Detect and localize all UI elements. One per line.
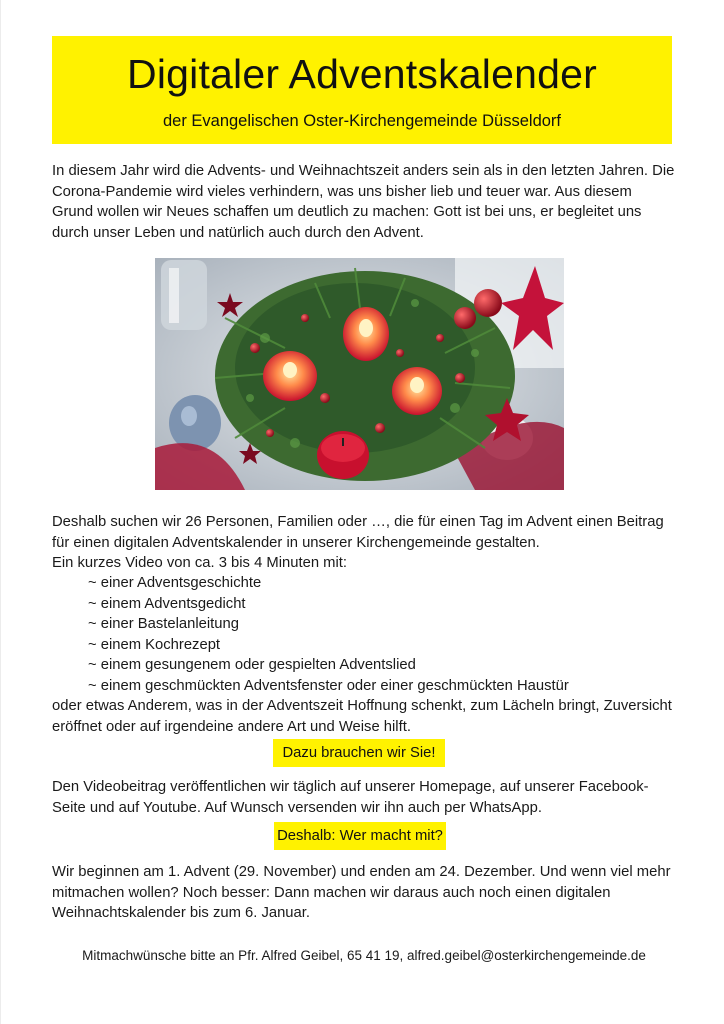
list-item: ~ einer Adventsgeschichte [88, 573, 648, 594]
contribution-list [88, 573, 648, 697]
list-item: ~ einem gesungenem oder gespielten Adventslied [88, 655, 648, 676]
highlight-who: Deshalb: Wer macht mit? [274, 822, 446, 850]
intro-paragraph: In diesem Jahr wird die Advents- und Weihnachtszeit anders sein als in den letzten Jahren. Die Corona-Pandemie wird vieles verhindern, was uns bisher lieb und teuer war. Aus diesem Grund wollen wir Neues schaffen um deutlich zu machen: Gott ist bei uns, er begleitet uns durch unser Leben und natürlich auch durch den Advent. [52, 163, 675, 241]
candle-bottom [317, 431, 369, 479]
list-item: ~ einer Bastelanleitung [88, 614, 648, 635]
page-title: Digitaler Adventskalender [127, 51, 597, 97]
title-banner [52, 36, 672, 144]
video-intro: Ein kurzes Video von ca. 3 bis 4 Minuten mit: [52, 555, 347, 572]
call-paragraph [52, 512, 676, 574]
advent-wreath-photo [155, 258, 564, 490]
publish-paragraph: Den Videobeitrag veröffentlichen wir täglich auf unserer Homepage, auf unserer Facebook-Seite und auf Youtube. Auf Wunsch versenden wir ihn auch per WhatsApp. [52, 779, 649, 816]
highlight-need: Dazu brauchen wir Sie! [273, 739, 445, 767]
dates-paragraph: Wir beginnen am 1. Advent (29. November) und enden am 24. Dezember. Und wenn viel mehr mitmachen wollen? Noch besser: Dann machen wir daraus auch noch einen digitalen Weihnachtskalender bis zum 6. Januar. [52, 864, 671, 922]
call-text: Deshalb suchen wir 26 Personen, Familien oder …, die für einen Tag im Advent einen Beitrag für einen digitalen Adventskalender in unserer Kirchengemeinde gestalten. [52, 514, 664, 551]
candle-top [343, 307, 389, 361]
list-item: ~ einem Adventsgedicht [88, 594, 648, 615]
list-item: ~ einem geschmückten Adventsfenster oder einer geschmückten Haustür [88, 676, 648, 697]
other-paragraph: oder etwas Anderem, was in der Adventszeit Hoffnung schenkt, zum Lächeln bringt, Zuversicht eröffnet oder auf irgendeine andere Art und Weise hilft. [52, 698, 672, 735]
page-subtitle: der Evangelischen Oster-Kirchengemeinde Düsseldorf [162, 112, 562, 130]
contact-line: Mitmachwünsche bitte an Pfr. Alfred Geibel, 65 41 19, alfred.geibel@osterkirchengemeinde.de [82, 948, 646, 963]
candle-right [392, 367, 442, 415]
candle-left [263, 351, 317, 401]
list-item: ~ einem Kochrezept [88, 635, 648, 656]
